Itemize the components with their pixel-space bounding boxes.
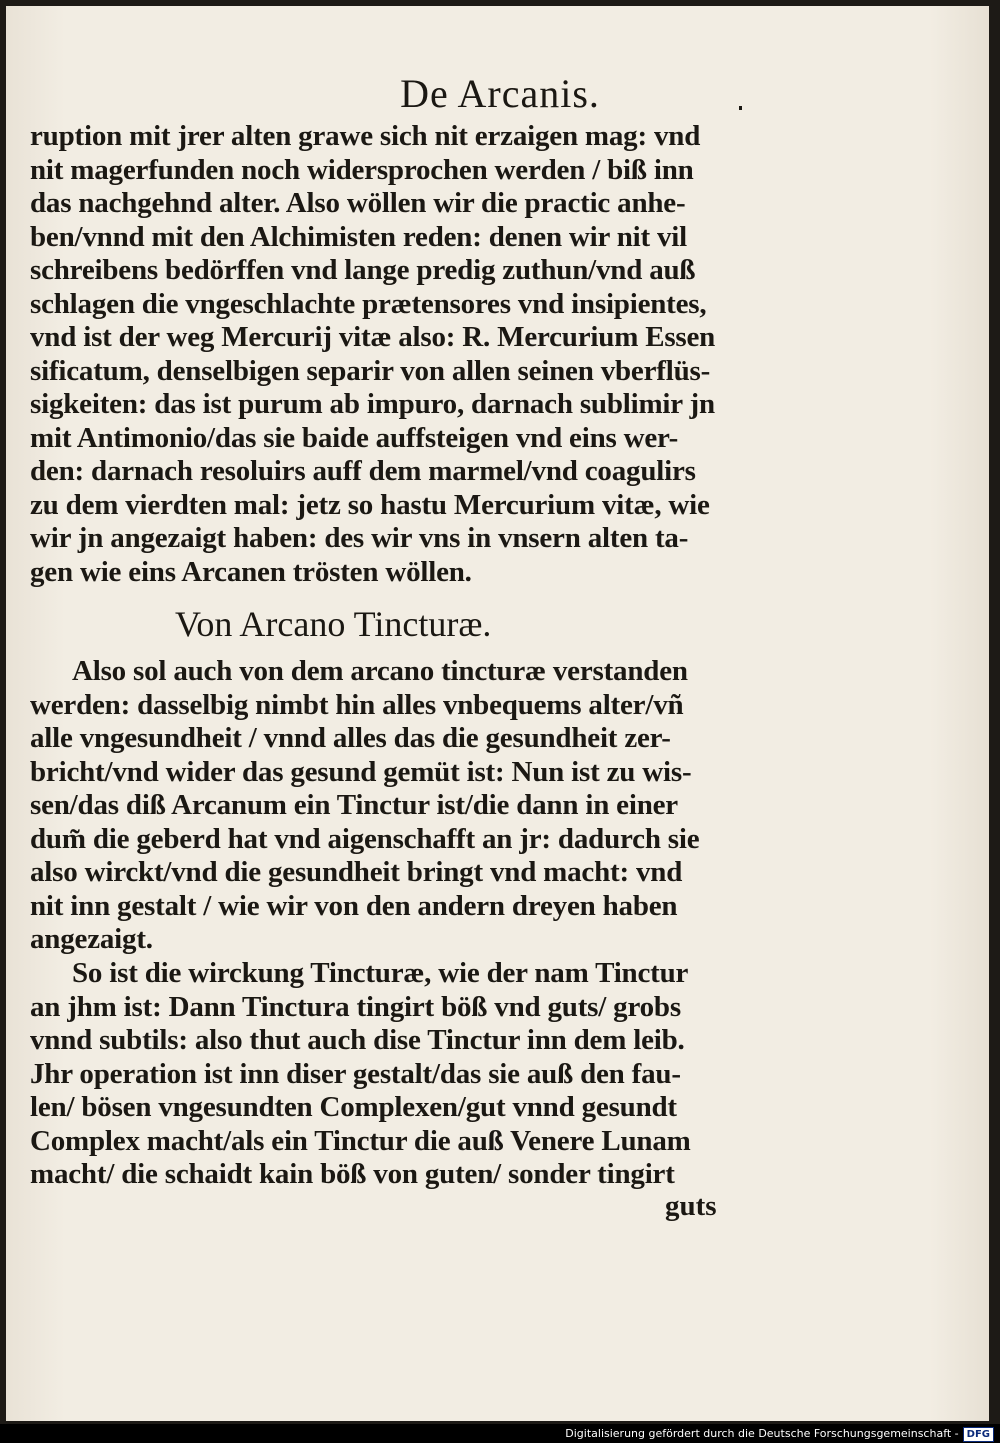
- text-line: len/ bösen vngesundten Complexen/gut vnnd gesundt: [30, 1091, 677, 1123]
- text-line: ruption mit jrer alten grawe sich nit erzaigen mag: vnd: [30, 120, 701, 152]
- text-line: sigkeiten: das ist purum ab impuro, darnach sublimir jn: [30, 388, 715, 420]
- text-line: Also sol auch von dem arcano tincturæ verstanden: [72, 655, 688, 687]
- text-line: So ist die wirckung Tincturæ, wie der nam Tinctur: [72, 957, 689, 989]
- running-title: De Arcanis.: [400, 71, 600, 116]
- paragraph-2: [30, 655, 730, 957]
- text-line: sen/das diß Arcanum ein Tinctur ist/die dann in einer: [30, 789, 678, 821]
- text-line: also wirckt/vnd die gesundheit bringt vnd macht: vnd: [30, 856, 683, 888]
- text-line: das nachgehnd alter. Also wöllen wir die practic anhe-: [30, 187, 686, 219]
- text-line: werden: dasselbig nimbt hin alles vnbequems alter/vñ: [30, 688, 684, 721]
- text-line: Complex macht/als ein Tinctur die auß Venere Lunam: [30, 1124, 691, 1157]
- dfg-logo[interactable]: DFG: [963, 1427, 994, 1442]
- text-line: macht/ die schaidt kain böß von guten/ sonder tingirt: [30, 1158, 675, 1190]
- section-heading: Von Arcano Tincturæ.: [175, 604, 492, 644]
- paragraph-3: [30, 957, 730, 1192]
- text-line: bricht/vnd wider das gesund gemüt ist: Nun ist zu wis-: [30, 755, 692, 788]
- catchword: guts: [665, 1190, 717, 1222]
- text-line: Jhr operation ist inn diser gestalt/das sie auß den fau-: [30, 1057, 681, 1090]
- text-line: wir jn angezaigt haben: des wir vns in vnsern alten ta-: [30, 522, 689, 554]
- text-line: mit Antimonio/das sie baide auffsteigen vnd eins wer-: [30, 421, 679, 454]
- footer-bar: [0, 1424, 1000, 1443]
- text-line: zu dem vierdten mal: jetz so hastu Mercurium vitæ, wie: [30, 488, 710, 521]
- text-line: alle vngesundheit / vnnd alles das die gesundheit zer-: [30, 722, 671, 754]
- text-line: sificatum, denselbigen separir von allen seinen vberflüs-: [30, 354, 711, 387]
- text-line: vnd ist der weg Mercurij vitæ also: R. Mercurium Essen: [30, 321, 716, 353]
- text-line: vnnd subtils: also thut auch dise Tinctur inn dem leib.: [30, 1024, 685, 1056]
- text-line: schreibens bedörffen vnd lange predig zuthun/vnd auß: [30, 254, 696, 286]
- text-line: an jhm ist: Dann Tinctura tingirt böß vnd guts/ grobs: [30, 990, 681, 1023]
- text-line: schlagen die vngeschlachte prætensores vnd insipientes,: [30, 287, 707, 320]
- text-line: nit magerfunden noch widersprochen werden / biß inn: [30, 153, 694, 186]
- text-line: dum̃ die geberd hat vnd aigenschafft an jr: dadurch sie: [30, 822, 700, 855]
- text-line: den: darnach resoluirs auff dem marmel/vnd coagulirs: [30, 455, 696, 487]
- text-line: gen wie eins Arcanen trösten wöllen.: [30, 555, 472, 588]
- text-line: nit inn gestalt / wie wir von den andern dreyen haben: [30, 889, 678, 922]
- text-line: angezaigt.: [30, 923, 153, 955]
- funding-credit: Digitalisierung gefördert durch die Deutsche Forschungsgemeinschaft -: [565, 1427, 959, 1440]
- text-line: ben/vnnd mit den Alchimisten reden: denen wir nit vil: [30, 220, 688, 253]
- paragraph-1: [30, 120, 730, 589]
